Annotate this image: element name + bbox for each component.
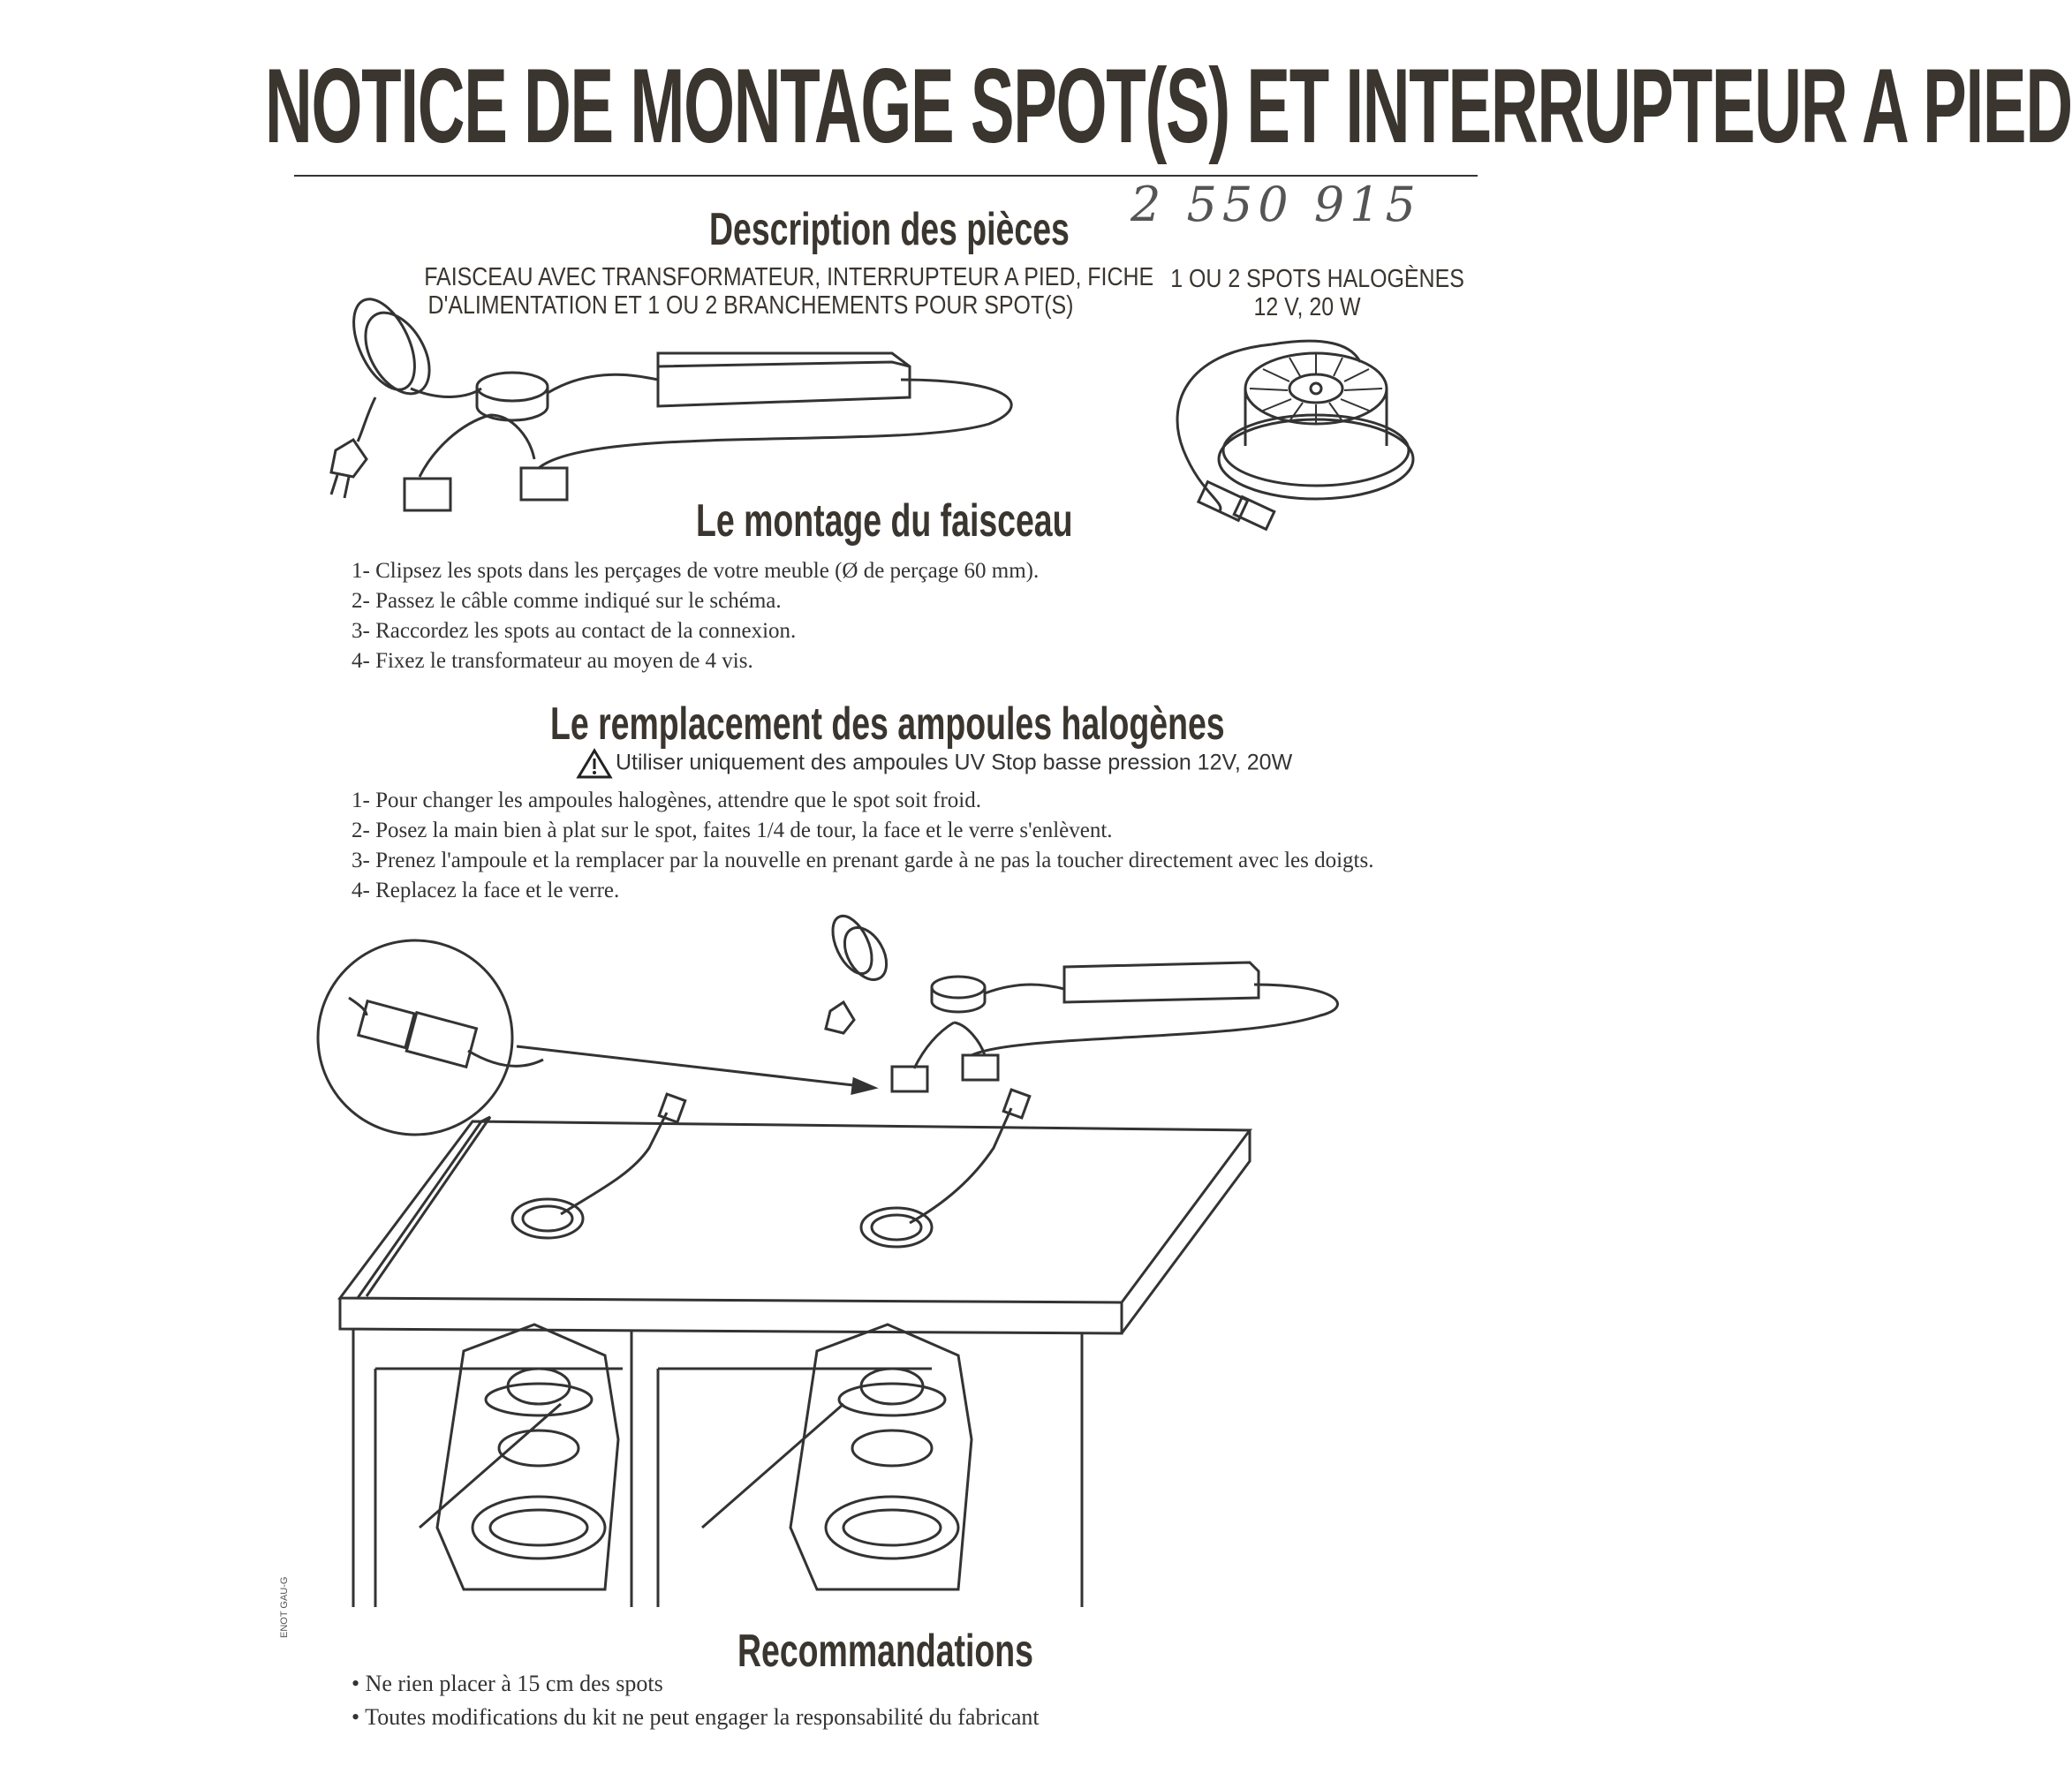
- warning-text: Utiliser uniquement des ampoules UV Stop basse pression 12V, 20W: [616, 750, 1293, 775]
- heading-remplacement: Le remplacement des ampoules halogènes: [550, 698, 1225, 750]
- spot-illustration: [1148, 327, 1457, 539]
- montage-steps: [352, 556, 1039, 676]
- harness-caption-line1: FAISCEAU AVEC TRANSFORMATEUR, INTERRUPTEUR A PIED, FICHE: [424, 263, 1154, 291]
- spot-caption-line2: 12 V, 20 W: [1253, 293, 1361, 321]
- list-item: 1- Clipsez les spots dans les perçages de votre meuble (Ø de perçage 60 mm).: [352, 559, 1040, 583]
- warning-triangle-icon: [577, 749, 612, 779]
- spot-caption: [1170, 265, 1464, 321]
- list-item: • Toutes modifications du kit ne peut engager la responsabilité du fabricant: [352, 1704, 1040, 1730]
- list-item: 4- Replacez la face et le verre.: [352, 879, 620, 902]
- list-item: 3- Raccordez les spots au contact de la connexion.: [352, 619, 797, 643]
- assembly-illustration: [314, 909, 1382, 1616]
- side-code: ENOT GAU-G: [279, 1576, 290, 1638]
- heading-montage: Le montage du faisceau: [696, 495, 1073, 547]
- harness-caption-line2: D'ALIMENTATION ET 1 OU 2 BRANCHEMENTS POUR SPOT(S): [427, 291, 1074, 320]
- heading-recommandations: Recommandations: [737, 1626, 1033, 1677]
- list-item: • Ne rien placer à 15 cm des spots: [352, 1671, 663, 1696]
- list-item: 1- Pour changer les ampoules halogènes, attendre que le spot soit froid.: [352, 789, 982, 812]
- recommandations-list: [352, 1667, 1040, 1734]
- remplacement-steps: [352, 786, 1373, 906]
- handwritten-reference-number: 2 550 915: [1131, 177, 1421, 232]
- page-title: NOTICE DE MONTAGE SPOT(S) ET INTERRUPTEUR A PIED: [265, 47, 2072, 165]
- heading-description: Description des pièces: [709, 204, 1070, 255]
- list-item: 4- Fixez le transformateur au moyen de 4 vis.: [352, 649, 753, 673]
- spot-caption-line1: 1 OU 2 SPOTS HALOGÈNES: [1170, 265, 1464, 293]
- list-item: 3- Prenez l'ampoule et la remplacer par la nouvelle en prenant garde à ne pas la toucher directement avec les doigts.: [352, 849, 1374, 872]
- list-item: 2- Passez le câble comme indiqué sur le schéma.: [352, 589, 782, 613]
- warning-notice: [577, 749, 1292, 779]
- list-item: 2- Posez la main bien à plat sur le spot, faites 1/4 de tour, la face et le verre s'enlèvent.: [352, 819, 1113, 842]
